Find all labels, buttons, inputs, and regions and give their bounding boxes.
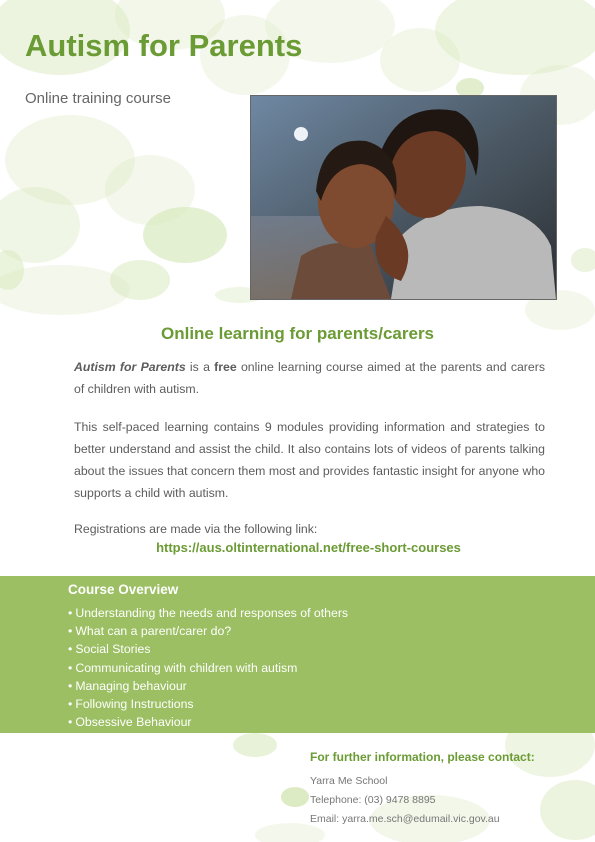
contact-block (310, 750, 535, 829)
registration-text: Registrations are made via the following link: (74, 522, 318, 536)
free-label: free (214, 360, 237, 374)
intro-paragraph (74, 356, 545, 400)
registration-link[interactable]: https://aus.oltinternational.net/free-short-courses (156, 540, 461, 555)
section-heading: Online learning for parents/carers (160, 324, 435, 343)
intro-text-1: is a (185, 360, 215, 374)
overview-item (68, 695, 348, 713)
overview-item-label: Social Stories (75, 642, 151, 657)
page-title: Autism for Parents (25, 28, 303, 63)
bullet-icon: • (68, 697, 73, 712)
contact-email[interactable]: Email: yarra.me.sch@edumail.vic.gov.au (310, 813, 500, 825)
overview-item-label: Communicating with children with autism (75, 660, 298, 675)
intro-text-2: online learning course aimed at the parents and carers of children with autism. (74, 360, 545, 396)
page-subtitle: Online training course (25, 90, 171, 107)
course-overview-list (68, 604, 348, 731)
overview-item-label: Following Instructions (75, 697, 194, 712)
bullet-icon: • (68, 606, 73, 620)
bullet-icon: • (68, 660, 73, 675)
contact-telephone: Telephone: (03) 9478 8895 (310, 794, 436, 806)
overview-item-label: Obsessive Behaviour (75, 715, 192, 730)
bullet-icon: • (68, 624, 73, 639)
overview-item-label: Understanding the needs and responses of others (75, 606, 349, 620)
bullet-icon: • (68, 642, 73, 657)
bullet-icon: • (68, 715, 73, 730)
overview-item-label: Managing behaviour (75, 678, 187, 693)
course-overview-panel (0, 576, 595, 733)
contact-school: Yarra Me School (310, 775, 388, 787)
photo-illustration (251, 96, 556, 299)
bullet-icon: • (68, 678, 73, 693)
parent-child-photo (250, 95, 557, 300)
overview-item (68, 677, 348, 695)
course-description: This self-paced learning contains 9 modules providing information and strategies to better understand and assist the child. It also contains lots of videos of parents talking about the issues that concern them most and provides fantastic insight for anyone who supports a child with autism. (74, 420, 545, 500)
overview-item (68, 622, 348, 640)
overview-item (68, 659, 348, 677)
course-name: Autism for Parents (74, 360, 186, 374)
overview-item (68, 604, 348, 622)
overview-item (68, 713, 348, 731)
course-overview-heading: Course Overview (68, 582, 179, 597)
overview-item (68, 640, 348, 658)
overview-item-label: What can a parent/carer do? (75, 624, 232, 639)
contact-heading: For further information, please contact: (310, 750, 535, 764)
